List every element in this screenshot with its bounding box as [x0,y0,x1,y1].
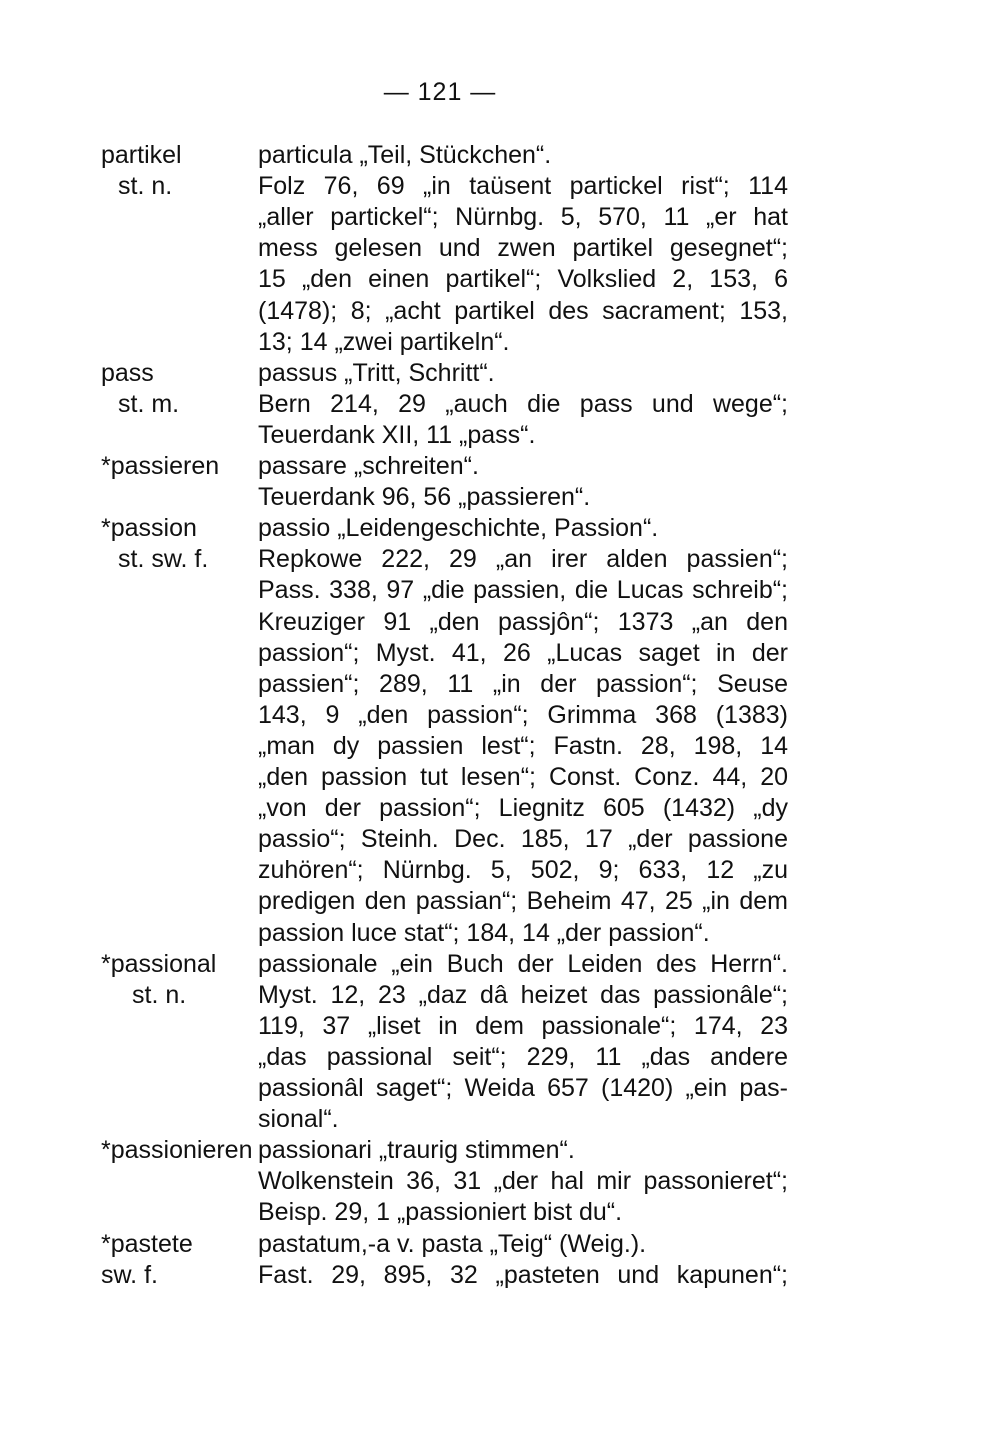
entry-text: (1478); 8; „acht partikel des sacrament; 153, [258,296,788,325]
entry-text: 13; 14 „zwei partikeln“. [258,327,510,356]
entry-line [0,824,1000,855]
headword: *passieren [101,452,220,480]
entry-text: Teuerdank XII, 11 „pass“. [258,420,536,449]
entry-line [0,1073,1000,1104]
entry-text: passien“; 289, 11 „in der passion“; Seuse [258,669,788,698]
entry-text: Pass. 338, 97 „die passien, die Lucas schreib“; [258,576,788,605]
entry-text: „das passional seit“; 229, 11 „das andere [258,1042,788,1071]
entry-line [0,202,1000,233]
entry-line [0,575,1000,606]
entry-line [0,1260,1000,1291]
headword: st. n. [132,980,187,1009]
entry-line [0,264,1000,295]
headword: *passion [101,514,197,543]
headword: st. sw. f. [118,545,209,574]
headword: *passional [101,949,217,978]
headword: st. n. [118,172,173,201]
entry-text: particula „Teil, Stückchen“. [258,141,552,169]
headword: partikel [101,141,182,169]
entry-line [0,451,1000,482]
entry-line [0,1197,1000,1228]
entry-line [0,327,1000,358]
entry-text: „aller partickel“; Nürnbg. 5, 570, 11 „er hat [258,203,788,232]
entry-text: zuhören“; Nürnbg. 5, 502, 9; 633, 12 „zu [258,856,788,885]
entry-line [0,669,1000,700]
entry-line [0,420,1000,451]
entry-line [0,949,1000,980]
entry-text: pastatum,-a v. pasta „Teig“ (Weig.). [258,1229,647,1258]
entry-text: Kreuziger 91 „den passjôn“; 1373 „an den [258,607,788,636]
entry-text: passionale „ein Buch der Leiden des Herrn“. [258,949,788,978]
headword: pass [101,358,154,387]
entry-line [0,638,1000,669]
entry-line [0,296,1000,327]
entry-text: „von der passion“; Liegnitz 605 (1432) „dy [258,794,788,823]
entry-text: Fast. 29, 895, 32 „pasteten und kapunen“; [258,1260,788,1289]
entry-text: „man dy passien lest“; Fastn. 28, 198, 14 [258,731,788,760]
entry-line [0,233,1000,264]
entry-text: passionâl saget“; Weida 657 (1420) „ein pas- [258,1074,788,1102]
entry-line [0,1229,1000,1260]
entry-line [0,607,1000,638]
entry-text: Myst. 12, 23 „daz dâ heizet das passionâle“; [258,980,788,1009]
entry-line [0,1135,1000,1166]
entry-line [0,762,1000,793]
entry-text: sional“. [258,1105,339,1134]
entry-text: 15 „den einen partikel“; Volkslied 2, 153, 6 [258,265,788,294]
entry-text: 119, 37 „liset in dem passionale“; 174, 23 [258,1011,788,1040]
entry-line [0,1042,1000,1073]
entry-line [0,358,1000,389]
entry-line [0,700,1000,731]
entry-text: passion“; Myst. 41, 26 „Lucas saget in der [258,638,788,667]
entry-text: Folz 76, 69 „in taüsent partickel rist“; 114 [258,172,788,201]
entry-text: mess gelesen und zwen partikel gesegnet“; [258,234,788,263]
entry-line [0,1104,1000,1135]
entry-text: passio“; Steinh. Dec. 185, 17 „der passione [258,825,788,854]
entry-text: predigen den passian“; Beheim 47, 25 „in dem [258,887,788,916]
entry-line [0,793,1000,824]
entry-text: Wolkenstein 36, 31 „der hal mir passonieret“; [258,1167,788,1196]
page-number: — 121 — [383,78,497,106]
entry-line [0,918,1000,949]
entry-line [0,731,1000,762]
entry-text: 143, 9 „den passion“; Grimma 368 (1383) [258,700,788,729]
entry-text: „den passion tut lesen“; Const. Conz. 44, 20 [258,763,788,791]
entry-line [0,886,1000,917]
entry-line [0,140,1000,171]
entry-line [0,1011,1000,1042]
entry-line [0,855,1000,886]
entry-text: passus „Tritt, Schritt“. [258,358,495,387]
entry-line [0,171,1000,202]
entry-text: Repkowe 222, 29 „an irer alden passien“; [258,545,788,574]
entry-line [0,513,1000,544]
entry-line [0,980,1000,1011]
headword: *passionieren [101,1136,253,1165]
entry-line [0,482,1000,513]
entry-text: Bern 214, 29 „auch die pass und wege“; [258,389,788,418]
entry-text: passio „Leidengeschichte, Passion“. [258,514,659,543]
entry-text: passionari „traurig stimmen“. [258,1136,575,1165]
entry-text: Teuerdank 96, 56 „passieren“. [258,483,591,512]
entry-text: Beisp. 29, 1 „passioniert bist du“. [258,1198,623,1227]
entry-line [0,389,1000,420]
entry-line [0,1166,1000,1197]
headword: sw. f. [101,1260,158,1289]
entry-line [0,544,1000,575]
headword: st. m. [118,389,180,418]
entry-text: passare „schreiten“. [258,452,479,480]
entry-text: passion luce stat“; 184, 14 „der passion“. [258,918,710,947]
headword: *pastete [101,1229,193,1258]
